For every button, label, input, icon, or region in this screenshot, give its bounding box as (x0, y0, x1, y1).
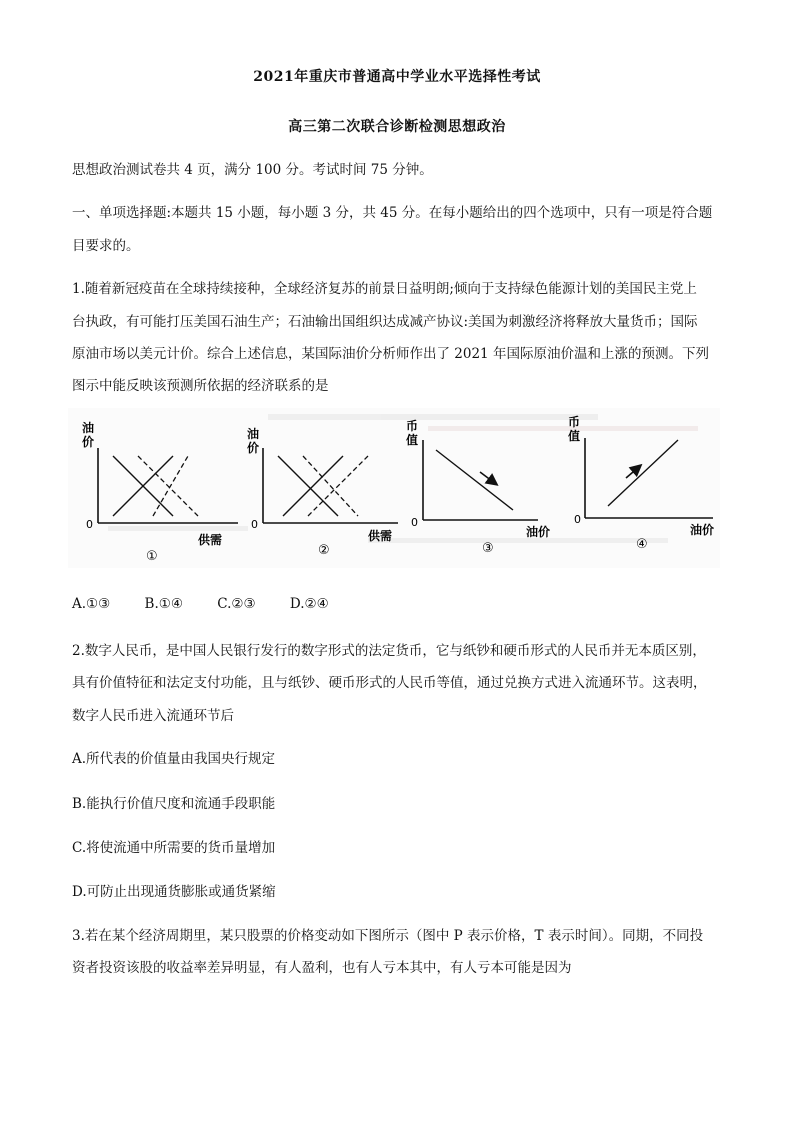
figure-2 (247, 426, 398, 558)
figure-1-x-label: 供需 (198, 533, 223, 547)
q2-option-b[interactable]: B.能执行价值尺度和流通手段职能 (72, 796, 276, 812)
figure-3-arrow (480, 472, 496, 484)
figure-3-y-label-2: 值 (406, 433, 419, 447)
figure-2-y-label-2: 价 (247, 441, 260, 455)
figure-3-origin: 0 (411, 516, 418, 529)
figure-1-origin: 0 (86, 518, 93, 531)
q1-text-line: 台执政，有可能打压美国石油生产；石油输出国组织达成减产协议:美国为刺激经济将释放大量货币；国际 (72, 314, 698, 330)
figure-2-number: ② (318, 543, 330, 558)
q1-text-line: 图示中能反映该预测所依据的经济联系的是 (72, 378, 329, 394)
exam-intro: 思想政治测试卷共 4 页，满分 100 分。考试时间 75 分钟。 (72, 162, 433, 178)
q2-option-c[interactable]: C.将使流通中所需要的货币量增加 (72, 840, 276, 856)
q3-text-line: 3.若在某个经济周期里，某只股票的价格变动如下图所示（图中 P 表示价格，T 表示时间）。同期，不同投 (72, 928, 704, 944)
q2-option-a[interactable]: A.所代表的价值量由我国央行规定 (72, 751, 276, 767)
figure-1-number: ① (146, 549, 158, 564)
q1-options (72, 596, 722, 612)
q2-text-line: 数字人民币进入流通环节后 (72, 708, 234, 724)
figure-2-x-label: 供需 (368, 529, 393, 543)
q1-text-line: 1.随着新冠疫苗在全球持续接种，全球经济复苏的前景日益明朗;倾向于支持绿色能源计划的美国民主党上 (72, 281, 697, 297)
figure-4-y-label-1: 币 (568, 415, 581, 429)
figure-1-shifted-demand-line (138, 456, 198, 516)
figure-3 (405, 418, 550, 556)
figure-1-shifted-supply-line (153, 456, 188, 516)
figure-3-trend-line (436, 450, 513, 510)
figure-2-origin: 0 (251, 518, 258, 531)
q1-option-a[interactable]: A.①③ (72, 596, 111, 612)
figure-4-y-label-2: 值 (568, 429, 581, 443)
q1-option-b[interactable]: B.①④ (144, 596, 183, 612)
section-heading-line-2: 目要求的。 (72, 238, 140, 254)
q2-text-line: 具有价值特征和法定支付功能，且与纸钞、硬币形式的人民币等值，通过兑换方式进入流通环节。这表明， (72, 675, 707, 691)
figure-4 (567, 414, 714, 552)
figure-4-number: ④ (636, 537, 648, 552)
figure-4-origin: 0 (574, 513, 581, 526)
q1-option-d[interactable]: D.②④ (289, 596, 329, 612)
figure-1-y-label-1: 油 (82, 421, 95, 435)
exam-subtitle: 高三第二次联合诊断检测思想政治 (288, 119, 506, 135)
q1-figures (68, 408, 720, 568)
figure-2-shifted-demand-line (303, 456, 358, 516)
figure-2-supply-line (283, 456, 343, 516)
figure-3-number: ③ (482, 541, 494, 556)
section-heading-line-1: 一、单项选择题:本题共 15 小题，每小题 3 分，共 45 分。在每小题给出的四个选项中，只有一项是符合题 (72, 205, 713, 221)
exam-title: 2021年重庆市普通高中学业水平选择性考试 (253, 69, 541, 85)
figure-2-shifted-supply-line (308, 456, 368, 516)
figure-2-demand-line (278, 456, 338, 516)
figure-3-x-label: 油价 (526, 525, 551, 539)
figure-4-trend-line (608, 440, 678, 506)
q2-option-d[interactable]: D.可防止出现通货膨胀或通货紧缩 (72, 884, 276, 900)
figure-1-y-label-2: 价 (82, 435, 95, 449)
figure-3-y-label-1: 币 (406, 419, 419, 433)
q1-text-line: 原油市场以美元计价。综合上述信息，某国际油价分析师作出了 2021 年国际原油价温和上涨的预测。下列 (72, 346, 709, 362)
q2-text-line: 2.数字人民币，是中国人民银行发行的数字形式的法定货币，它与纸钞和硬币形式的人民币并无本质区别， (72, 643, 706, 659)
figure-1 (82, 420, 238, 564)
q1-figures-svg (68, 408, 720, 568)
figure-4-x-label: 油价 (690, 523, 715, 537)
q3-text-line: 资者投资该股的收益率差异明显，有人盈利，也有人亏本其中，有人亏本可能是因为 (72, 960, 572, 976)
figure-4-arrow (626, 466, 640, 478)
q1-option-c[interactable]: C.②③ (217, 596, 256, 612)
figure-2-y-label-1: 油 (247, 427, 260, 441)
